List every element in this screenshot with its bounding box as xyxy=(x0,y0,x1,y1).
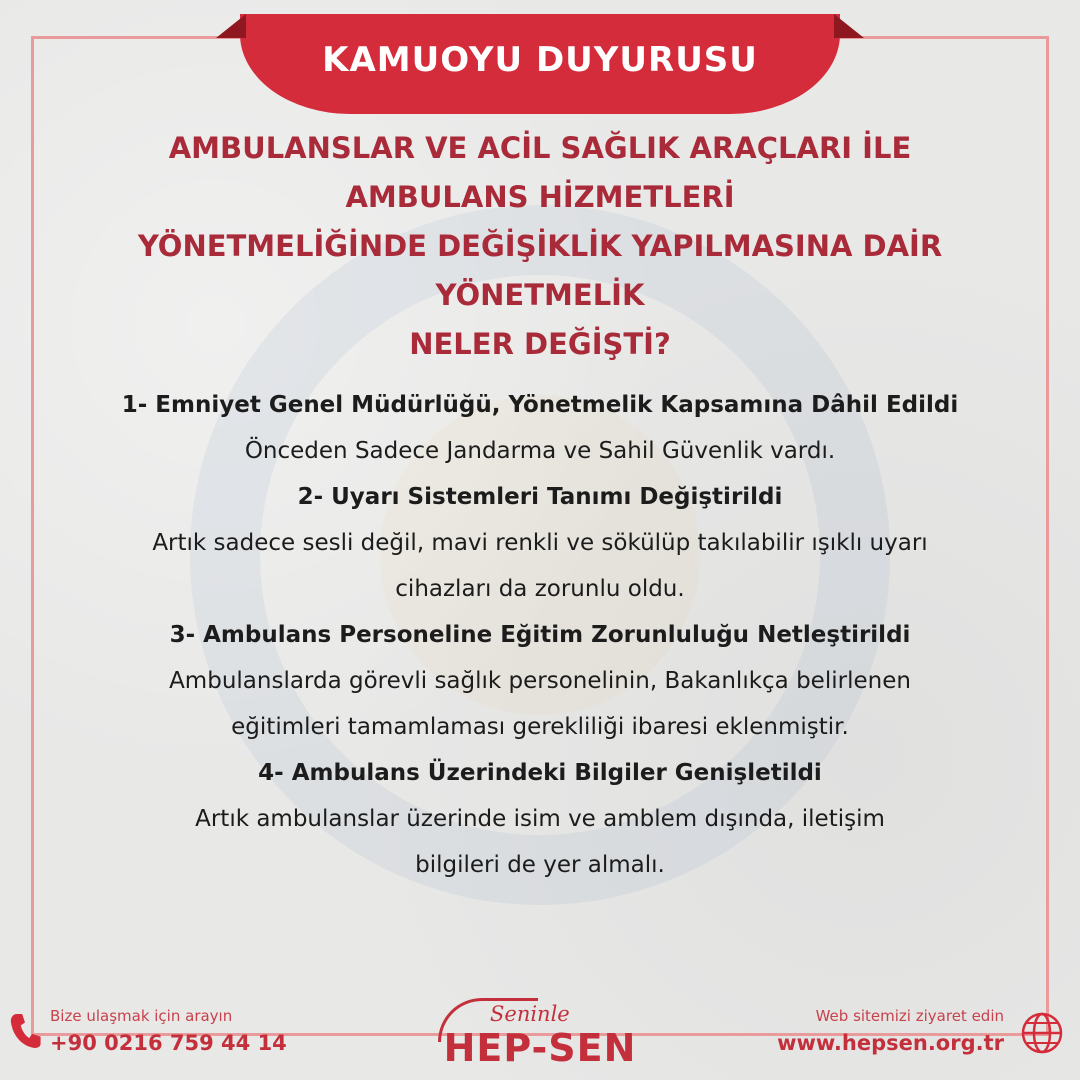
logo-script: Seninle xyxy=(490,1002,570,1026)
phone-number[interactable]: +90 0216 759 44 14 xyxy=(50,1031,287,1055)
change-item-body: Önceden Sadece Jandarma ve Sahil Güvenlik vardı. xyxy=(244,438,836,464)
web-caption: Web sitemizi ziyaret edin xyxy=(815,1007,1004,1025)
change-item-body: Artık sadece sesli değil, mavi renkli ve sökülüp takılabilir ışıklı uyarı xyxy=(152,530,928,556)
title-line: AMBULANSLAR VE ACİL SAĞLIK ARAÇLARI İLE xyxy=(168,131,912,165)
website-block xyxy=(770,1005,1070,1065)
change-item-body: cihazları da zorunlu oldu. xyxy=(395,576,685,602)
change-item-title: 2- Uyarı Sistemleri Tanımı Değiştirildi xyxy=(297,484,783,510)
contact-block xyxy=(8,1005,288,1065)
change-item-body: eğitimleri tamamlaması gerekliliği ibaresi eklenmiştir. xyxy=(231,714,849,740)
announcement-title xyxy=(60,124,1020,369)
change-list xyxy=(50,382,1030,888)
change-item-body: Artık ambulanslar üzerinde isim ve amblem dışında, iletişim xyxy=(195,806,885,832)
title-line: NELER DEĞİŞTİ? xyxy=(409,327,671,361)
change-item-body: bilgileri de yer almalı. xyxy=(415,852,665,878)
title-line: AMBULANS HİZMETLERİ xyxy=(345,180,735,214)
banner-label: KAMUOYU DUYURUSU xyxy=(322,40,758,80)
change-item-body: Ambulanslarda görevli sağlık personelinin, Bakanlıkça belirlenen xyxy=(169,668,911,694)
globe-icon xyxy=(1020,1011,1064,1055)
change-item-title: 4- Ambulans Üzerindeki Bilgiler Genişletildi xyxy=(258,760,822,786)
title-line: YÖNETMELİĞİNDE DEĞİŞİKLİK YAPILMASINA DAİR xyxy=(137,229,943,263)
change-item-title: 1- Emniyet Genel Müdürlüğü, Yönetmelik Kapsamına Dâhil Edildi xyxy=(121,392,959,418)
phone-icon xyxy=(8,1011,42,1051)
logo-main: HEP-SEN xyxy=(443,1026,637,1070)
contact-caption: Bize ulaşmak için arayın xyxy=(50,1007,233,1025)
change-item-title: 3- Ambulans Personeline Eğitim Zorunluluğu Netleştirildi xyxy=(169,622,911,648)
announcement-banner xyxy=(240,14,840,114)
website-link[interactable]: www.hepsen.org.tr xyxy=(777,1031,1004,1055)
title-line: YÖNETMELİK xyxy=(435,278,645,312)
hepsen-logo xyxy=(430,996,650,1076)
